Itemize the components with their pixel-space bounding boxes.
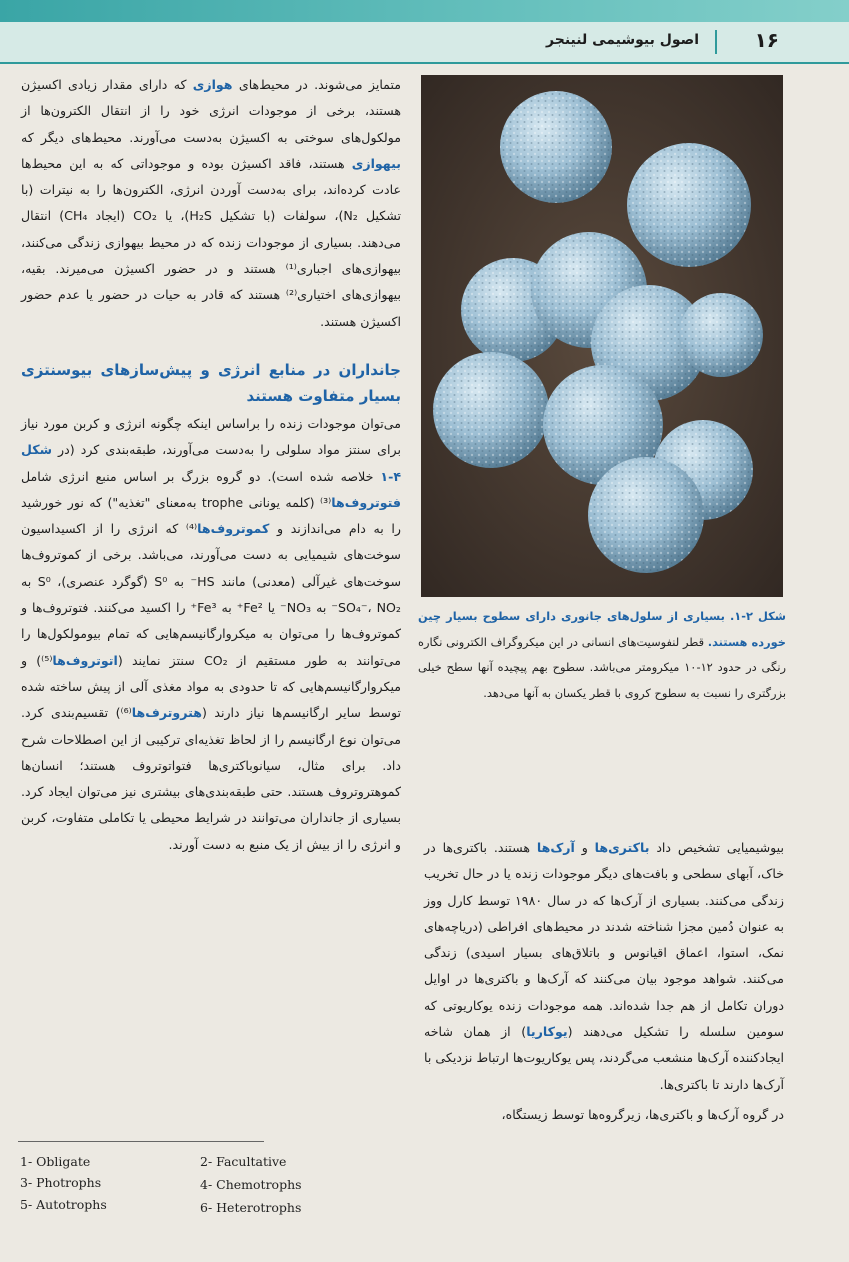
paragraph-energy-sources (21, 411, 401, 858)
running-title: اصول بیوشیمی لنینجر (546, 32, 699, 48)
footnote-5: 5- Autotrophs (20, 1197, 107, 1212)
left-text-column (424, 835, 784, 1128)
cell-10 (588, 457, 704, 573)
text-run: ⁽⁵⁾) و میکروارگانیسم‌هایی که تا حدودی به مواد مغذی آلی از پیش ساخته شده توسط سایر ارگانیسم‌ها نیاز دارند ( (21, 652, 401, 721)
cell-2 (627, 143, 751, 267)
caption-body: قطر لنفوسیت‌های انسانی در این میکروگراف الکترونی نگاره رنگی در حدود ۱۲-۱۰ میکرومتر می‌باشد. سطوح بهم پیچیده آنها سطح خیلی بزرگتری را نسبت به سطوح کروی با قطر یکسان به آنها می‌دهد. (418, 634, 787, 700)
text-run: و (574, 840, 595, 855)
cells-illustration (421, 75, 783, 597)
text-run: هستند. باکتری‌ها در خاک، آبهای سطحی و بافت‌های دیگر موجودات زنده یا در حال تخریب زندگی می‌کنند. بسیاری از آرک‌ها که در سال ۱۹۸۰ توسط کارل ووز به عنوان دُمین مجزا شناخته شدند در محیط‌های افراطی (دریاچه‌های نمک، استوا، اعماق اقیانوس و باتلاق‌های بسیار اسیدی) زندگی می‌کنند. شواهد موجود بیان می‌کنند که آرک‌ها و باکتری‌ها در اوایل دوران تکامل از هم جدا شده‌اند. همه موجودات زنده یوکاریوتی که سومین سلسله را تشکیل می‌دهند ( (424, 840, 785, 1040)
lymphocyte-micrograph (421, 75, 783, 597)
text-run: خلاصه شده است). دو گروه بزرگ بر اساس منبع انرژی شامل (21, 468, 381, 484)
term-heterotrophs: هتروترف‌ها (131, 705, 202, 721)
term-phototrophs: فتوتروف‌ها (331, 494, 401, 510)
cell-7 (433, 352, 549, 468)
term-autotrophs: اتوتروف‌ها (52, 652, 118, 668)
term-chemotrophs: کموتروف‌ها (197, 521, 270, 537)
text-run: ⁽⁴⁾ که انرژی را از اکسیداسیون سوخت‌های شیمیایی به دست می‌آورند، می‌باشد. برخی از کموتروف‌ها سوخت‌های غیرآلی (معدنی) مانند HS⁻ به S⁰ (گوگرد عنصری)، S⁰ به SO₄⁻، NO₂⁻ به NO₃⁻ یا Fe²⁺ به Fe³⁺ را اکسید می‌کنند. فتوتروف‌ها و کموتروف‌ها را می‌توان به میکروارگانیسم‌هایی که تمام بیومولکول‌ها را می‌توانند به طور مستقیم از CO₂ سنتز نمایند ( (21, 521, 402, 668)
text-run: هستند، فاقد اکسیژن بوده و موجوداتی که به این محیط‌ها عادت کرده‌اند، برای به‌دست آوردن انرژی، الکترون‌ها را به نیترات (با تشکیل N₂)، سولفات (با تشکیل H₂S)، یا CO₂ (ایجاد CH₄) انتقال می‌دهند. بسیاری از موجودات زنده که در محیط بیهوازی زندگی می‌کنند، بیهوازی‌های اجباری⁽¹⁾ هستند و در حضور اکسیژن می‌میرند. بقیه، بیهوازی‌های اختیاری⁽²⁾ هستند که قادر به حیات در حضور یا عدم حضور اکسیژن هستند. (21, 155, 402, 329)
term-anaerobic: بیهوازی (351, 155, 401, 171)
footnote-3: 3- Photrophs (20, 1175, 102, 1190)
page-number: ۱۶ (754, 28, 779, 52)
term-bacteria: باکتری‌ها (594, 840, 650, 855)
cell-6 (679, 293, 763, 377)
text-run: بیوشیمیایی تشخیص داد (649, 840, 784, 855)
figure-caption (418, 604, 786, 706)
text-run: که دارای مقدار زیادی اکسیژن هستند، برخی از موجودات انرژی خود را از انتقال الکترون‌ها از مولکول‌های سوختی به اکسیژن به‌دست می‌آورند. محیط‌های دیگر که (21, 77, 401, 145)
term-archaea: آرک‌ها (536, 840, 575, 855)
footnote-4: 4- Chemotrophs (200, 1177, 302, 1192)
footnote-2: 2- Facultative (200, 1154, 287, 1169)
footnote-1: 1- Obligate (20, 1154, 91, 1169)
right-text-column (21, 72, 401, 858)
text-run: متمایز می‌شوند. در محیط‌های (232, 77, 401, 92)
footnote-rule (18, 1141, 264, 1142)
section-heading: جانداران در منابع انرژی و پیش‌سازهای بیوسنتزی بسیار متفاوت هستند (21, 360, 401, 405)
term-eukarya: یوکاریا (526, 1024, 568, 1040)
text-run: می‌توان موجودات زنده را براساس اینکه چگونه انرژی و کربن مورد نیاز برای سنتز مواد سلولی را به‌دست می‌آورند، طبقه‌بندی کرد (در (21, 415, 401, 458)
paragraph-subgroups: در گروه آرک‌ها و باکتری‌ها، زیرگروه‌ها توسط زیستگاه، (501, 1106, 784, 1122)
header-separator (715, 30, 717, 54)
cell-1 (500, 91, 612, 203)
figure-reference: شکل ۴-۱ (21, 442, 401, 484)
paragraph-oxygen-environments (21, 72, 401, 335)
paragraph-domains (424, 835, 784, 1098)
term-aerobic: هوازی (192, 77, 233, 92)
footnote-6: 6- Heterotrophs (200, 1200, 302, 1215)
text-run: ) از همان شاخه ایجادکننده آرک‌ها منشعب می‌گردند، پس یوکاریوت‌ها ارتباط نزدیکی با آرک‌ها دارند تا باکتری‌ها. (424, 1024, 784, 1092)
text-run: ⁽⁶⁾) تقسیم‌بندی کرد. می‌توان نوع ارگانیسم را از لحاظ تغذیه‌ای ترکیبی از این اصطلاحات شرح داد. برای مثال، سیانوباکتری‌ها فتواتوتروف هستند؛ انسان‌ها کموهتروتروف هستند. حتی طبقه‌بندی‌های بیشتری نیز می‌توان ایجاد کرد. بسیاری از جانداران می‌توانند در شرایط محیطی یا تکاملی متفاوت، کربن و انرژی را از بیش از یک منبع به دست آورند. (21, 705, 401, 852)
text-run: ⁽³⁾ (کلمه یونانی trophe به‌معنای "تغذیه") که نور خورشید را به دام می‌اندازند و (21, 494, 401, 537)
header-color-band (0, 0, 849, 22)
caption-title: شکل ۲-۱. بسیاری از سلول‌های جانوری دارای سطوح بسیار چین خورده هستند. (418, 609, 786, 649)
running-header (0, 22, 849, 64)
